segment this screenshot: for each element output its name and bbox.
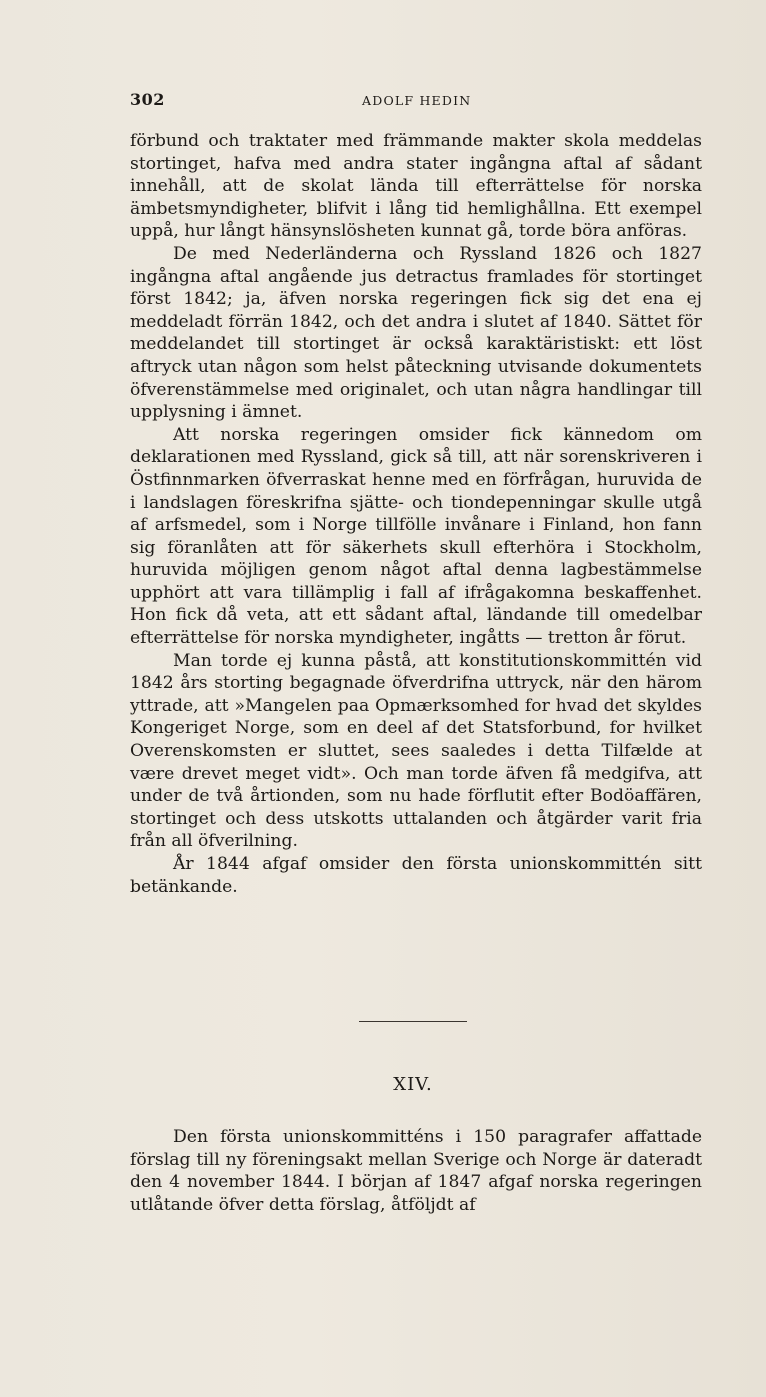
chapter-text xyxy=(130,1126,702,1216)
paragraph: Att norska regeringen omsider fick kännedom om deklarationen med Ryssland, gick så till, att när sorenskriveren i Östfinnmarken öfverraskat henne med en förfrågan, huruvida de i landslagen föreskrifna sjätte- och tiondepenningar skulle utgå af arfsmedel, som i Norge tillfölle invånare i Finland, hon fann sig föranlåten att för säkerhets skull efterhöra i Stockholm, huruvida möjligen genom något aftal denna lagbestämmelse upphört att vara tillämplig i fall af ifrågakomna beskaffenhet. Hon fick då veta, att ett sådant aftal, ländande till omedelbar efterrättelse för norska myndigheter, ingåtts — tretton år förut. xyxy=(130,424,702,649)
paragraph: År 1844 afgaf omsider den första unionskommittén sitt betänkande. xyxy=(130,854,702,897)
body-text xyxy=(130,130,702,898)
section-divider xyxy=(359,1021,467,1022)
paragraph: Den första unionskommitténs i 150 paragrafer affattade förslag till ny föreningsakt mellan Sverige och Norge är dateradt den 4 november 1844. I början af 1847 afgaf norska regeringen utlåtande öfver detta förslag, åtföljdt af xyxy=(130,1127,702,1215)
paragraph: Man torde ej kunna påstå, att konstitutionskommittén vid 1842 års storting begagnade öfverdrifna uttryck, när den härom yttrade, att »Mangelen paa Opmærksomhed for hvad det skyldes Kongeriget Norge, som en deel af det Statsforbund, for hvilket Overenskomsten er sluttet, sees saaledes i detta Tilfælde at være drevet meget vidt». Och man torde äfven få medgifva, att under de två årtionden, som nu hade förflutit efter Bodöaffären, stortinget och dess utskotts uttalanden och åtgärder varit fria från all öfverilning. xyxy=(130,650,702,852)
page-number: 302 xyxy=(130,90,165,109)
running-head: ADOLF HEDIN xyxy=(362,93,472,108)
chapter-heading: XIV. xyxy=(393,1074,433,1095)
paragraph: förbund och traktater med främmande makter skola meddelas stortinget, hafva med andra stater ingångna aftal af sådant innehåll, att de skolat lända till efterrättelse för norska ämbetsmyndigheter, blifvit i lång tid hemlighållna. Ett exempel uppå, hur långt hänsynslösheten kunnat gå, torde böra anföras. xyxy=(130,131,702,242)
page-header xyxy=(130,90,702,112)
paragraph: De med Nederländerna och Ryssland 1826 och 1827 ingångna aftal angående jus detractus framlades för stortinget först 1842; ja, äfven norska regeringen fick sig det ena ej meddeladt förrän 1842, och det andra i slutet af 1840. Sättet för meddelandet till stortinget är också karaktäristiskt: ett löst aftryck utan någon som helst påteckning utvisande dokumentets öfverenstämmelse med originalet, och utan några handlingar till upplysning i ämnet. xyxy=(130,243,702,423)
